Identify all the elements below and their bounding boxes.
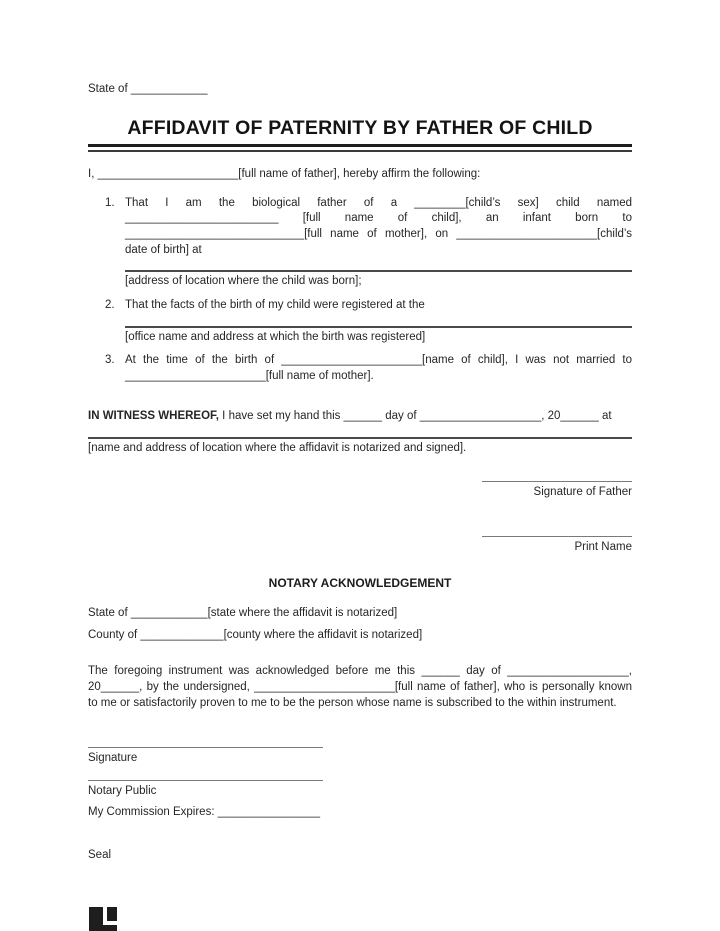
signature-line — [88, 780, 323, 781]
item-number: 1. — [105, 196, 115, 209]
bracket-label: [office name and address at which the birth was registered] — [125, 330, 426, 343]
notary-state-line: State of ____________[state where the affidavit is notarized] — [88, 607, 398, 620]
notary-paragraph: The foregoing instrument was acknowledged before me this ______ day of ___________________, 20______, by the undersigned, ______________________[full name of father], who is personally known to me or satisfactorily proven to me to be the person whose name is subscribed to the within instrument. — [88, 665, 632, 709]
notary-heading: NOTARY ACKNOWLEDGEMENT — [268, 575, 452, 590]
affirmation-item-3 — [88, 353, 632, 384]
notary-public-block — [88, 780, 323, 820]
signature-line — [88, 747, 323, 748]
blank-line — [88, 437, 632, 439]
signature-line — [482, 481, 632, 482]
item-text: That the facts of the birth of my child were registered at the — [125, 298, 425, 311]
intro-line: I, ______________________[full name of father], hereby affirm the following: — [88, 168, 481, 181]
notary-state-county — [88, 606, 632, 643]
title-divider — [88, 144, 632, 152]
item-text: That I am the biological father of a ________[child’s sex] child named ________________________ [full name of child], an infant born to ____________________________[full name of mother], on ______________________[child’s date of birth] at — [125, 196, 632, 256]
item-text: At the time of the birth of ______________________[name of child], I was not married to ______________________[full name of mother]. — [125, 354, 632, 382]
witness-lead: IN WITNESS WHEREOF, — [88, 410, 219, 423]
witness-text: I have set my hand this ______ day of ___________________, 20______ at — [218, 410, 612, 423]
state-of-line: State of ____________ — [88, 83, 208, 95]
affirmation-item-2 — [88, 298, 632, 345]
seal-label: Seal — [88, 849, 112, 862]
bracket-label: [address of location where the child was born]; — [125, 275, 362, 288]
blank-line — [125, 270, 632, 272]
father-signature-block — [482, 481, 632, 501]
item-number: 3. — [105, 354, 115, 367]
page-title: AFFIDAVIT OF PATERNITY BY FATHER OF CHILD — [127, 116, 593, 139]
signature-label: Signature — [88, 752, 138, 765]
legal-templates-logo-icon — [88, 906, 118, 931]
notary-signature-block — [88, 747, 323, 767]
witness-clause — [88, 409, 632, 456]
notary-public-label: Notary Public — [88, 784, 157, 797]
affirmation-item-1 — [88, 196, 632, 290]
affirmation-list — [88, 196, 632, 385]
print-name-block — [482, 536, 632, 556]
notary-county-line: County of _____________[county where the affidavit is notarized] — [88, 628, 423, 641]
item-number: 2. — [105, 298, 115, 311]
print-name-label: Print Name — [574, 541, 632, 554]
legal-templates-logo — [88, 906, 632, 931]
bracket-label: [name and address of location where the affidavit is notarized and signed]. — [88, 442, 467, 455]
blank-line — [125, 326, 632, 328]
signature-line — [482, 536, 632, 537]
commission-expiry-line: My Commission Expires: ________________ — [88, 805, 321, 818]
signature-label: Signature of Father — [533, 485, 632, 498]
